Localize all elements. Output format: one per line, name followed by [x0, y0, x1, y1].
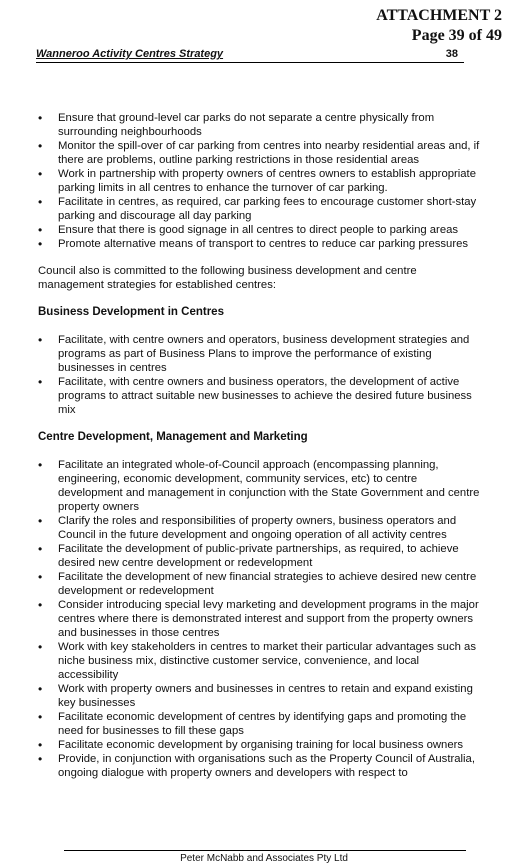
document-body — [38, 111, 482, 780]
list-item: • Consider introducing special levy marketing and development programs in the major centres where there is demonstrated interest and support from the property owners and businesses in those centres — [38, 598, 482, 640]
business-development-bullet-list — [38, 333, 482, 417]
list-item: • Facilitate economic development by organising training for local business owners — [38, 738, 482, 752]
list-item: • Promote alternative means of transport to centres to reduce car parking pressures — [38, 237, 482, 251]
centre-development-bullet-list — [38, 458, 482, 780]
document-title: Wanneroo Activity Centres Strategy — [36, 48, 224, 60]
list-item: • Facilitate economic development of centres by identifying gaps and promoting the need for businesses to fill these gaps — [38, 710, 482, 738]
list-item: • Clarify the roles and responsibilities of property owners, business operators and Council in the future development and ongoing operation of all activity centres — [38, 514, 482, 542]
attachment-page: Page 39 of 49 — [411, 27, 502, 44]
list-item: • Ensure that ground-level car parks do not separate a centre physically from surrounding neighbourhoods — [38, 111, 482, 139]
list-item: • Work with property owners and businesses in centres to retain and expand existing key businesses — [38, 682, 482, 710]
intro-bullet-list — [38, 111, 482, 251]
attachment-label: ATTACHMENT 2 — [376, 7, 502, 24]
list-item: • Provide, in conjunction with organisations such as the Property Council of Australia, ongoing dialogue with property owners and developers with respect to — [38, 752, 482, 780]
list-item: • Ensure that there is good signage in all centres to direct people to parking areas — [38, 223, 482, 237]
list-item: • Facilitate, with centre owners and business operators, the development of active programs to attract suitable new businesses to achieve the desired future business mix — [38, 375, 482, 417]
section-heading-centre-development: Centre Development, Management and Marketing — [38, 431, 308, 443]
footer-divider — [64, 850, 466, 851]
list-item: • Facilitate, with centre owners and operators, business development strategies and programs as part of Business Plans to improve the performance of existing businesses in centres — [38, 333, 482, 375]
document-header — [36, 48, 464, 63]
list-item: • Facilitate the development of public-private partnerships, as required, to achieve desired new centre development or redevelopment — [38, 542, 482, 570]
section-heading-business-development: Business Development in Centres — [38, 306, 224, 318]
page-number: 38 — [445, 48, 458, 60]
council-paragraph: Council also is committed to the following business development and centre management strategies for established centres: — [38, 265, 417, 291]
list-item: • Work with key stakeholders in centres to market their particular advantages such as niche business mix, distinctive customer service, convenience, and local accessibility — [38, 640, 482, 682]
list-item: • Work in partnership with property owners of centres owners to establish appropriate parking limits in all centres to enhance the turnover of car parking. — [38, 167, 482, 195]
attachment-stamp — [376, 6, 502, 46]
footer-company: Peter McNabb and Associates Pty Ltd — [180, 853, 348, 864]
list-item: • Facilitate an integrated whole-of-Council approach (encompassing planning, engineering, economic development, community services, etc) to centre development and management in conjunction with the State Government and centre property owners — [38, 458, 482, 514]
list-item: • Monitor the spill-over of car parking from centres into nearby residential areas and, if there are problems, outline parking restrictions in those residential areas — [38, 139, 482, 167]
list-item: • Facilitate in centres, as required, car parking fees to encourage customer short-stay parking and discourage all day parking — [38, 195, 482, 223]
list-item: • Facilitate the development of new financial strategies to achieve desired new centre development or redevelopment — [38, 570, 482, 598]
